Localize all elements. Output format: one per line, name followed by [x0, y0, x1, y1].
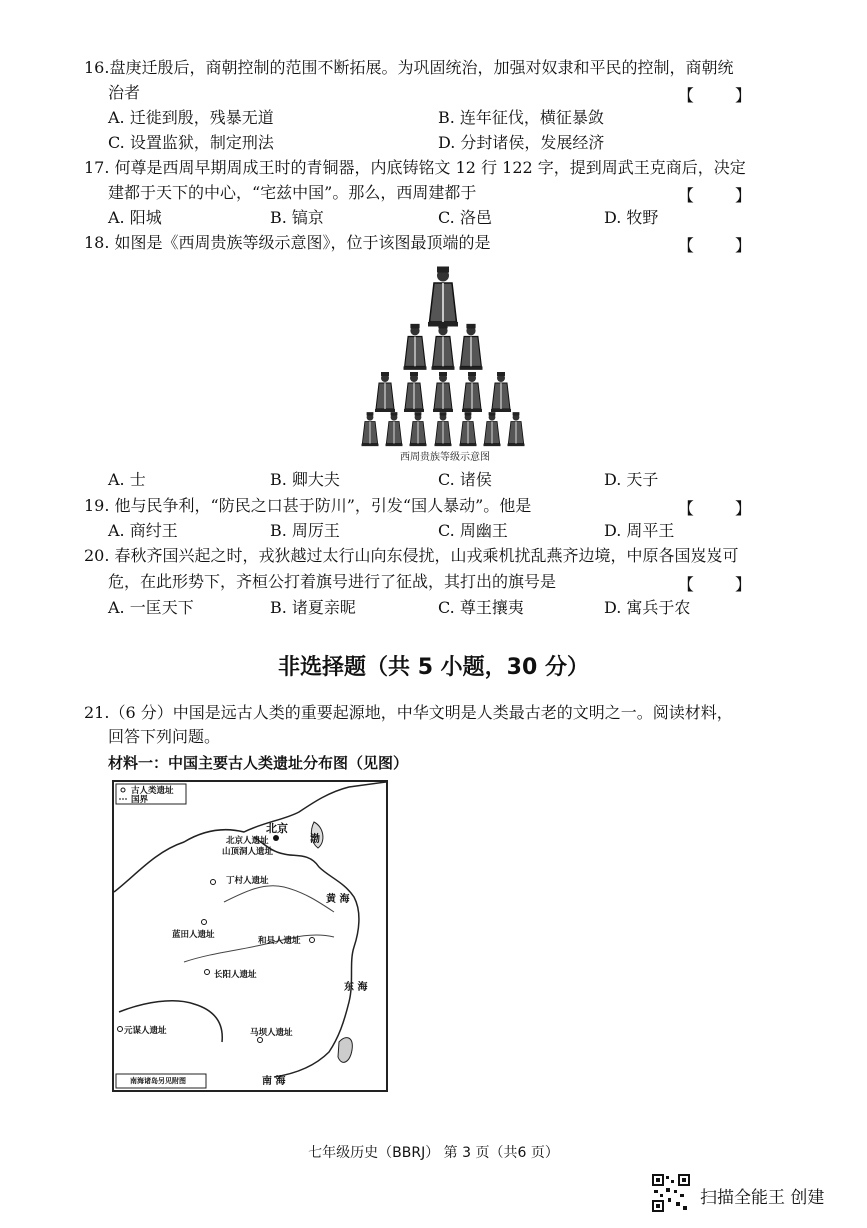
map-label-nanhai: 南 海 — [262, 1076, 286, 1087]
q19-option-b: B. 周厉王 — [270, 521, 340, 540]
q19-option-c: C. 周幽王 — [438, 521, 508, 540]
qr-code-icon — [652, 1174, 690, 1212]
qingdafu-figure — [404, 372, 424, 412]
qingdafu-figure — [462, 372, 482, 412]
zhuhou-figure — [460, 324, 483, 370]
map-label-lantian: 蓝田人遗址 — [172, 930, 215, 940]
q16-option-d: D. 分封诸侯，发展经济 — [438, 133, 605, 152]
qingdafu-figure — [433, 372, 453, 412]
q18-line1: 18. 如图是《西周贵族等级示意图》，位于该图最顶端的是 — [84, 233, 491, 252]
q17-option-a: A. 阳城 — [108, 208, 162, 227]
q19-option-a: A. 商纣王 — [108, 521, 178, 540]
q17-line1: 17. 何尊是西周早期周成王时的青铜器，内底铸铭文 12 行 122 字，提到周武王克商后，决定 — [84, 158, 746, 177]
q16-option-c: C. 设置监狱，制定刑法 — [108, 133, 274, 152]
q20-line2: 危，在此形势下，齐桓公打着旗号进行了征战，其打出的旗号是 — [108, 572, 557, 591]
q20-option-d: D. 寓兵于农 — [604, 598, 691, 617]
q19-line1: 19. 他与民争利，“防民之口甚于防川”，引发“国人暴动”。他是 — [84, 496, 532, 515]
map-label-maba: 马坝人遗址 — [250, 1028, 293, 1038]
q18-option-a: A. 士 — [108, 470, 146, 489]
map-label-bohai: 渤 — [310, 834, 320, 845]
q21-line2: 回答下列问题。 — [108, 727, 221, 746]
q21-line1: 21.（6 分）中国是远古人类的重要起源地，中华文明是人类最古老的文明之一。阅读材料， — [84, 703, 733, 722]
answer-bracket: 【 】 — [677, 86, 769, 105]
material1-label: 材料一：中国主要古人类遗址分布图（见图） — [108, 754, 409, 772]
q20-option-a: A. 一匡天下 — [108, 598, 194, 617]
zhuhou-figure — [432, 324, 455, 370]
q19-option-d: D. 周平王 — [604, 521, 675, 540]
map-label-nanhai-inset-note: 南海诸岛另见附图 — [130, 1077, 186, 1085]
map-label-shandingdong: 山顶洞人遗址 — [222, 847, 274, 857]
answer-bracket: 【 】 — [677, 575, 769, 594]
q18-option-b: B. 卿大夫 — [270, 470, 340, 489]
shi-figure — [435, 412, 452, 446]
section-title: 非选择题（共 5 小题，30 分） — [278, 655, 589, 680]
q18-option-d: D. 天子 — [604, 470, 659, 489]
pyramid-caption: 西周贵族等级示意图 — [400, 452, 490, 463]
q16-option-a: A. 迁徙到殷，残暴无道 — [108, 108, 274, 127]
page-footer: 七年级历史（BBRJ） 第 3 页（共6 页） — [308, 1145, 559, 1161]
zhuhou-figure — [404, 324, 427, 370]
map-label-changyang: 长阳人遗址 — [214, 970, 257, 980]
ancient-sites-map — [112, 780, 388, 1092]
scanner-watermark: 扫描全能王 创建 — [700, 1188, 825, 1208]
map-legend-border: 国界 — [131, 795, 149, 805]
answer-bracket: 【 】 — [677, 499, 769, 518]
map-drawing — [114, 782, 386, 1090]
q20-line1: 20. 春秋齐国兴起之时，戎狄越过太行山向东侵扰，山戎乘机扰乱燕齐边境，中原各国岌岌可 — [84, 546, 739, 565]
map-label-huanghai: 黄 海 — [326, 894, 350, 905]
shi-figure — [460, 412, 477, 446]
qingdafu-figure — [491, 372, 511, 412]
shi-figure — [410, 412, 427, 446]
q17-option-b: B. 镐京 — [270, 208, 324, 227]
q17-option-c: C. 洛邑 — [438, 208, 492, 227]
shi-figure — [508, 412, 525, 446]
map-label-beijing: 北京 — [266, 822, 288, 835]
shi-figure — [362, 412, 379, 446]
map-label-yuanmou: 元谋人遗址 — [124, 1026, 167, 1036]
q17-option-d: D. 牧野 — [604, 208, 659, 227]
map-label-hexian: 和县人遗址 — [258, 936, 301, 946]
q17-line2: 建都于天下的中心，“宅兹中国”。那么，西周建都于 — [108, 183, 477, 202]
q16-option-b: B. 连年征伐，横征暴敛 — [438, 108, 604, 127]
q20-option-c: C. 尊王攘夷 — [438, 598, 524, 617]
map-label-donghai: 东 海 — [344, 982, 368, 993]
shi-figure — [484, 412, 501, 446]
map-label-beijingren: 北京人遗址 — [226, 836, 269, 846]
tianzi-figure — [428, 267, 458, 327]
answer-bracket: 【 】 — [677, 236, 769, 255]
map-label-dingcun: 丁村人遗址 — [226, 876, 269, 886]
qingdafu-figure — [375, 372, 395, 412]
map-legend-site: 古人类遗址 — [131, 786, 174, 796]
q18-option-c: C. 诸侯 — [438, 470, 492, 489]
q16-line1: 16.盘庚迁殷后，商朝控制的范围不断拓展。为巩固统治，加强对奴隶和平民的控制，商朝统 — [84, 58, 734, 77]
q16-line2: 治者 — [108, 83, 141, 102]
answer-bracket: 【 】 — [677, 186, 769, 205]
q20-option-b: B. 诸夏亲昵 — [270, 598, 356, 617]
shi-figure — [386, 412, 403, 446]
pyramid-figure — [355, 258, 535, 448]
